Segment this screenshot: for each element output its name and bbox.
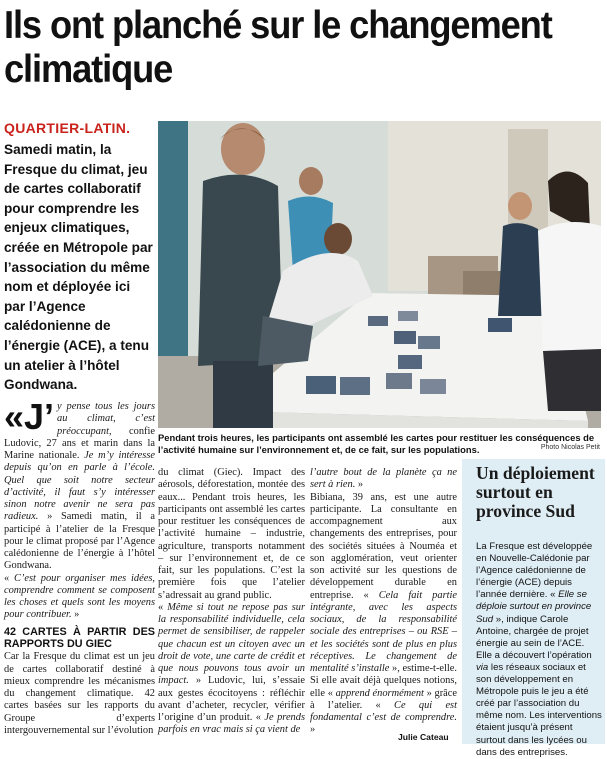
quote-text: l’autre bout de la planète ça ne sert à rien.: [310, 467, 457, 491]
body-text: », estime-t-elle. Si elle avait déjà quelques notions, elle «: [310, 663, 457, 699]
article-subhead: 42 CARTES À PARTIR DES RAPPORTS DU GIEC: [4, 625, 155, 650]
article-paragraph-3: Car la Fresque du climat est un jeu de cartes collaboratif destiné à mieux comprendre les mécanismes du changement climatique. 42 cartes basées sur les rapports du Groupe d’experts intergouvernemental sur l’évolution: [4, 651, 155, 736]
quote-text: Cela fait partie intégrante, avec les aspects sociaux, de la responsabilité sociale des entreprises – ou RSE – et les sociétés sont de plus en plus réceptives. Le changement de mentalité s’installe: [310, 589, 458, 674]
sidebar-body: [462, 521, 605, 759]
body-text: » grâce à l’atelier. «: [310, 687, 457, 711]
quote-text: C’est pour organiser mes idées, comprendre comment se composent les choses et quels sont les moyens pour contribuer.: [4, 572, 155, 621]
quote-text: Même si tout ne repose pas sur la responsabilité individuelle, cela permet de sensibiliser, de rappeler que chacun est un citoyen avec un droit de vote, une carte de crédit et que nous pouvons tous avoir un impact.: [158, 601, 305, 687]
article-paragraph-2: [4, 573, 155, 622]
article-paragraph-1: [4, 396, 155, 573]
article-paragraph-4: [158, 602, 305, 737]
body-text: » Ludovic, lui, s’essaie aux gestes écocitoyens : réfléchir avant d’acheter, recycler, vérifier l’origine d’un produit. «: [158, 675, 305, 723]
article-paragraph-5: [310, 492, 457, 737]
quote-text: Elle se déploie surtout en province Sud: [476, 589, 592, 625]
body-text: »: [310, 724, 316, 736]
byline: Julie Cateau: [398, 732, 449, 742]
body-text: », indique Carole Antoine, chargée de projet énergie au sein de l’ACE. Elle a découvert l’opération: [476, 613, 592, 661]
quote-text: Je prends parfois en vrac mais si ça vient de: [158, 712, 305, 736]
quote-text: Ce qui est fondamental c’est de comprendre.: [310, 699, 457, 723]
quote-text: Je m’y intéresse depuis qu’on en parle à l’école. Quel que soit notre secteur d’activité, il faut s’y intéresser sinon notre avenir ne sera pas radieux.: [4, 450, 155, 523]
body-text: »: [355, 479, 364, 491]
article-paragraph-4-cont: [310, 467, 457, 492]
body-text: «: [4, 572, 15, 584]
article-column-2: [158, 467, 305, 737]
kicker-location: QUARTIER-LATIN.: [4, 120, 131, 136]
quote-text: apprend énormément: [335, 687, 424, 699]
body-text: La Fresque est développée en Nouvelle-Calédonie par l’Agence calédonienne de l’énergie (ACE) depuis l’année dernière. «: [476, 541, 593, 601]
photo-caption: Pendant trois heures, les participants ont assemblé les cartes pour restituer les conséquences de l’activité humaine sur l’environnement et, de ce fait, sur les populations.: [158, 432, 595, 455]
quote-text: via: [476, 661, 489, 673]
body-text: » Samedi matin, il a participé à l’atelier de la Fresque pour le climat proposé par l’Agence calédonienne de l’énergie à l’hôtel Gondwana.: [4, 511, 155, 572]
article-column-3: [310, 467, 457, 737]
opening-quote-mark: «J’: [4, 396, 55, 437]
quote-text: y pense tous les jours au climat, c’est préoccupant,: [57, 401, 155, 437]
body-text: »: [71, 609, 80, 621]
sidebar-title: Un déploiement surtout en province Sud: [476, 463, 595, 521]
body-text: Bibiana, 39 ans, est une autre participante. La consultante en accompagnement aux changements des entreprises, pour des sociétés situées à Nouméa et son agglomération, veut orienter son activité sur les questions de développement durable en entreprise. «: [310, 491, 457, 601]
body-text: «: [158, 601, 168, 613]
photo-credit: Photo Nicolas Petit: [540, 444, 600, 451]
body-text: les réseaux sociaux et son développement en Métropole puis le jeu a été créé par l’association du même nom. Les interventions étaient jusqu’à présent surtout dans les lycées ou dans des entreprises.: [476, 661, 602, 758]
intro-lead: Samedi matin, la Fresque du climat, jeu de cartes collaboratif pour comprendre les enjeux climatiques, créée en Métropole par l’association du même nom et déployée ici par l’Agence calédonienne de l’énergie (ACE), a tenu un atelier à l’hôtel Gondwana.: [4, 142, 153, 393]
headline: Ils ont planché sur le changement climatique: [4, 4, 552, 91]
article-column-1: [4, 396, 155, 737]
photo-illustration: [158, 121, 601, 428]
sidebar-box: [462, 459, 605, 758]
body-text: confie Ludovic, 27 ans et marin dans la Marine nationale.: [4, 425, 155, 461]
article-paragraph-3-cont: du climat (Giec). Impact des aérosols, déforestation, montée des eaux... Pendant trois heures, les participants ont assemblé les cartes pour restituer les conséquences de l’activité humaine – industrie, agriculture, transports notamment – sur l’environnement et, de ce fait, sur les populations. C’est la première fois que l’atelier s’adressait au grand public.: [158, 467, 305, 601]
article-photo: [158, 121, 601, 428]
